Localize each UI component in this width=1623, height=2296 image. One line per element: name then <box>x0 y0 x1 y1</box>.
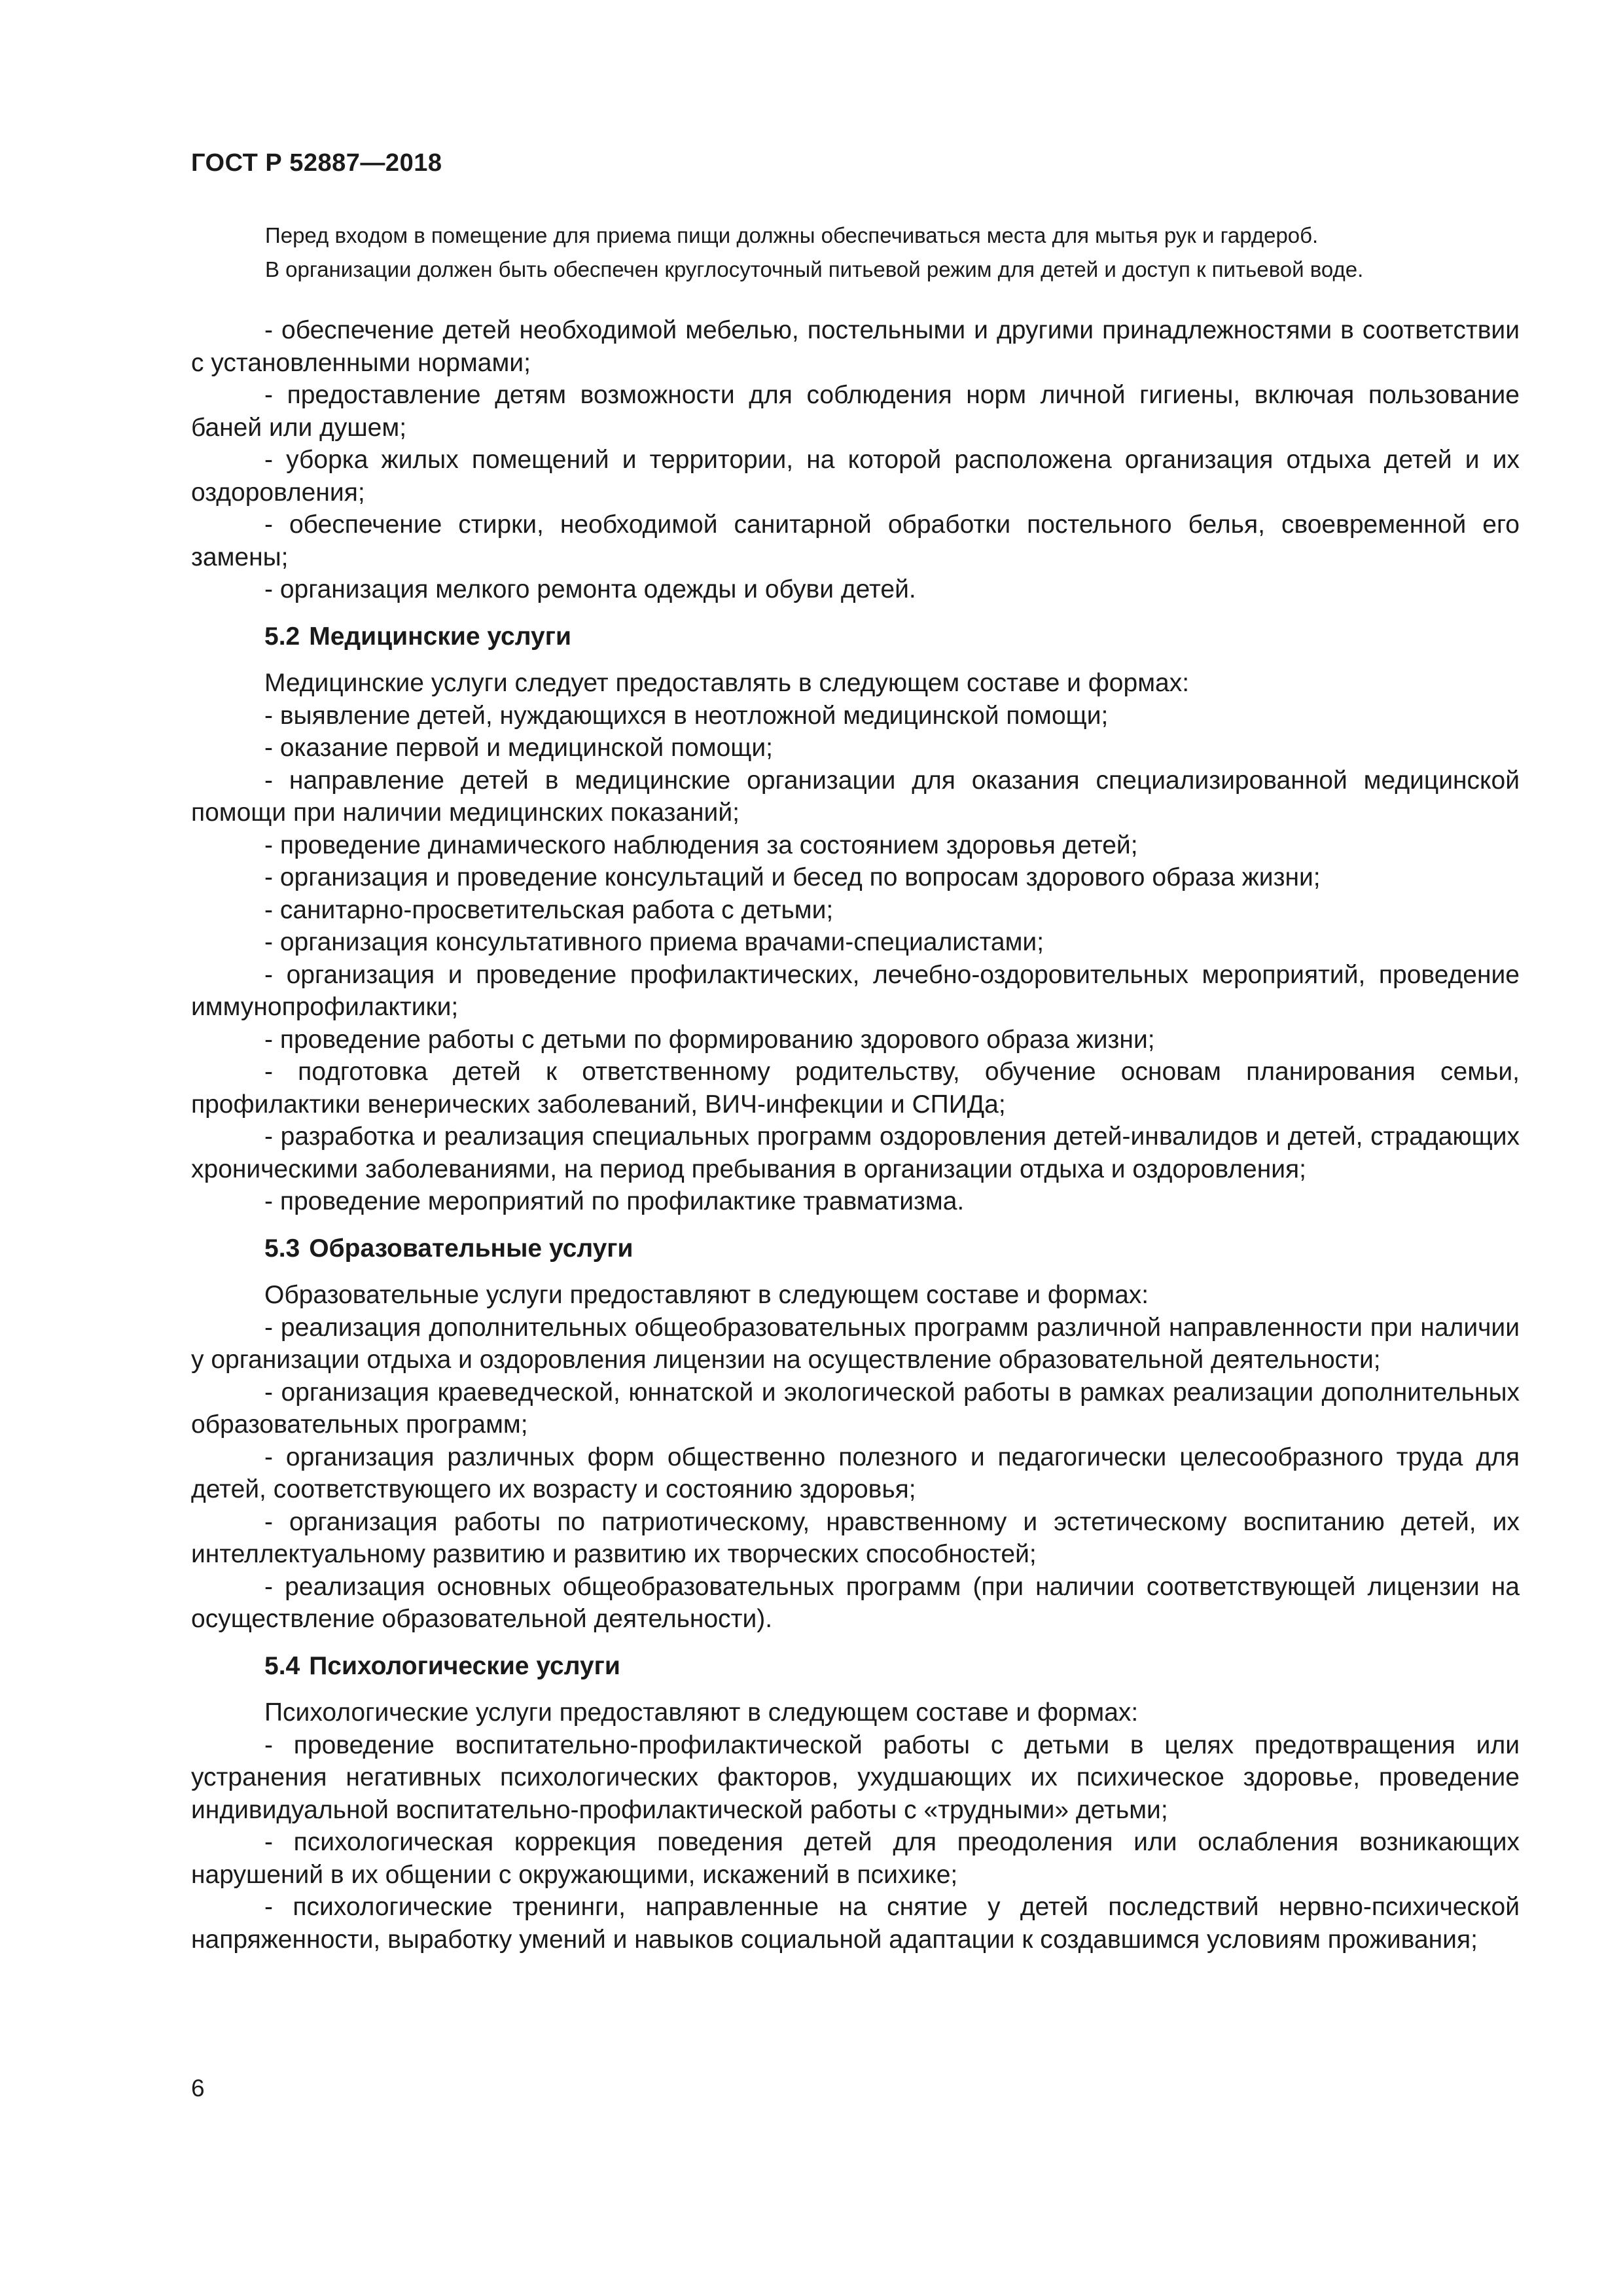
list-item: - выявление детей, нуждающихся в неотложной медицинской помощи; <box>264 701 1109 730</box>
list-item: - обеспечение стирки, необходимой санитарной обработки постельного белья, своевременной его замены; <box>191 511 1520 571</box>
main-text <box>191 314 1520 1956</box>
section-number: 5.2 <box>264 622 300 651</box>
section-lead: Образовательные услуги предоставляют в следующем составе и формах: <box>264 1281 1149 1309</box>
section-number: 5.4 <box>264 1651 300 1680</box>
section-title: Образовательные услуги <box>309 1234 633 1263</box>
note-line-1: Перед входом в помещение для приема пищи должны обеспечиваться места для мытья рук и гардероб. <box>265 223 1319 247</box>
section-title: Медицинские услуги <box>309 622 571 651</box>
list-item: - организация и проведение консультаций и бесед по вопросам здорового образа жизни; <box>264 863 1321 891</box>
list-item: - проведение динамического наблюдения за состоянием здоровья детей; <box>264 831 1138 859</box>
section-heading-5-4 <box>191 1650 1520 1683</box>
list-item: - направление детей в медицинские организации для оказания специализированной медицинской помощи при наличии медицинских показаний; <box>191 766 1520 827</box>
list-item: - санитарно-просветительская работа с детьми; <box>264 895 834 924</box>
list-item: - проведение работы с детьми по формированию здорового образа жизни; <box>264 1025 1155 1054</box>
note-line-2: В организации должен быть обеспечен круглосуточный питьевой режим для детей и доступ к питьевой воде. <box>265 257 1364 281</box>
list-item: - организация консультативного приема врачами-специалистами; <box>264 928 1044 956</box>
section-title: Психологические услуги <box>309 1651 620 1680</box>
list-item: - организация мелкого ремонта одежды и обуви детей. <box>264 575 916 603</box>
list-item: - разработка и реализация специальных программ оздоровления детей-инвалидов и детей, страдающих хроническими заболеваниями, на период пребывания в организации отдыха и оздоровления; <box>191 1122 1520 1183</box>
list-item: - проведение воспитательно-профилактической работы с детьми в целях предотвращения или устранения негативных психологических факторов, ухудшающих их психическое здоровье, проведение индивидуальной воспитательно-профилактической работы с «трудными» детьми; <box>191 1731 1520 1824</box>
list-item: - реализация основных общеобразовательных программ (при наличии соответствующей лицензии на осуществление образовательной деятельности). <box>191 1572 1520 1633</box>
section-number: 5.3 <box>264 1234 300 1263</box>
section-lead: Психологические услуги предоставляют в следующем составе и формах: <box>264 1698 1139 1727</box>
section-heading-5-3 <box>191 1232 1520 1265</box>
list-item: - психологическая коррекция поведения детей для преодоления или ослабления возникающих нарушений в их общении с окружающими, искажений в психике; <box>191 1828 1520 1889</box>
list-item: - организация различных форм общественно полезного и педагогически целесообразного труда для детей, соответствующего их возрасту и состоянию здоровья; <box>191 1443 1520 1503</box>
section-heading-5-2 <box>191 620 1520 653</box>
list-item: - проведение мероприятий по профилактике травматизма. <box>264 1187 965 1215</box>
list-item: - предоставление детям возможности для соблюдения норм личной гигиены, включая пользование баней или душем; <box>191 381 1520 442</box>
section-lead: Медицинские услуги следует предоставлять в следующем составе и формах: <box>264 669 1190 697</box>
list-item: - организация работы по патриотическому, нравственному и эстетическому воспитанию детей, их интеллектуальному развитию и развитию их творческих способностей; <box>191 1507 1520 1568</box>
document-code: ГОСТ Р 52887—2018 <box>191 149 442 177</box>
list-item: - подготовка детей к ответственному родительству, обучение основам планирования семьи, профилактики венерических заболеваний, ВИЧ-инфекции и СПИДа; <box>191 1058 1520 1119</box>
list-item: - психологические тренинги, направленные на снятие у детей последствий нервно-психической напряженности, выработку умений и навыков социальной адаптации к создавшимся условиям проживания; <box>191 1893 1520 1954</box>
page-number: 6 <box>191 2075 205 2102</box>
list-item: - реализация дополнительных общеобразовательных программ различной направленности при наличии у организации отдыха и оздоровления лицензии на осуществление образовательной деятельности; <box>191 1313 1520 1374</box>
list-item: - оказание первой и медицинской помощи; <box>264 734 773 762</box>
list-item: - организация и проведение профилактических, лечебно-оздоровительных мероприятий, проведение иммунопрофилактики; <box>191 960 1520 1021</box>
list-item: - обеспечение детей необходимой мебелью, постельными и другими принадлежностями в соответствии с установленными нормами; <box>191 316 1520 377</box>
list-item: - уборка жилых помещений и территории, на которой расположена организация отдыха детей и их оздоровления; <box>191 446 1520 507</box>
list-item: - организация краеведческой, юннатской и экологической работы в рамках реализации дополнительных образовательных программ; <box>191 1378 1520 1439</box>
